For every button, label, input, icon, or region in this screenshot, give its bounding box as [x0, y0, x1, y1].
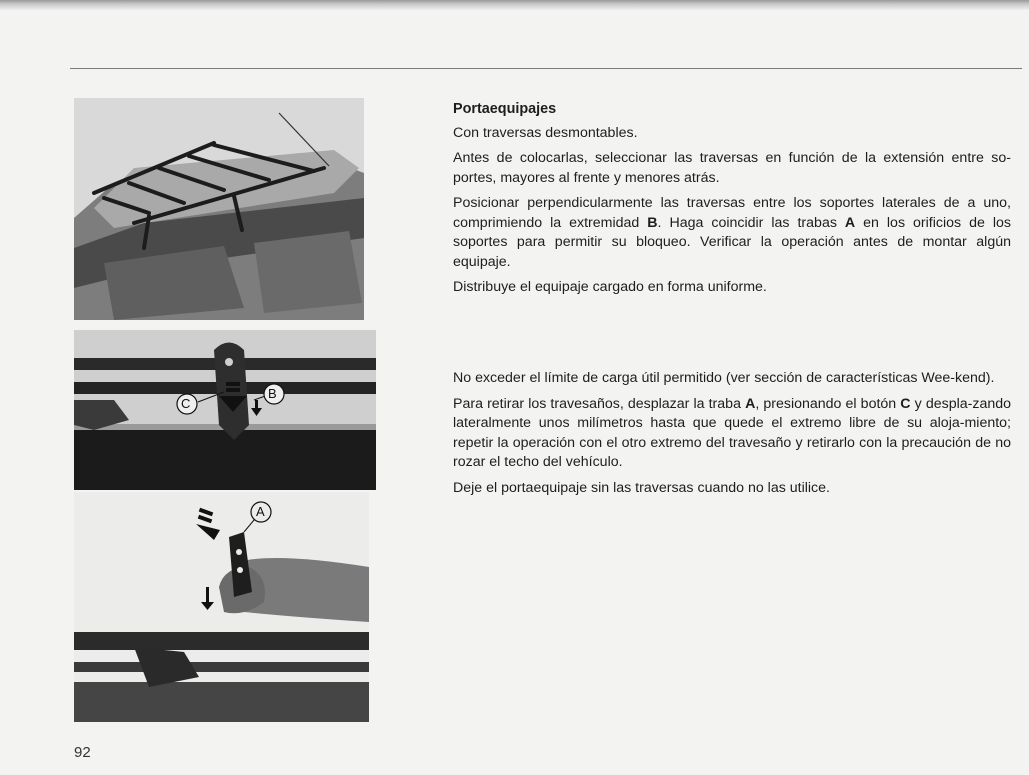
text-run: en los orificios de los soportes para permitir su bloqueo. Verificar la operación antes de montar algún equipaje. — [453, 214, 1011, 270]
text-run: y despla-zando lateralmente unos milímetros hasta que quede el extremo libre de su aloja-miento; repetir la operación con el otro extremo del travesaño y retirarlo con la precaución de no rozar el techo del vehículo. — [453, 395, 1012, 470]
header-rule — [70, 68, 1022, 69]
roof-rack-photo — [74, 98, 364, 320]
bold-reference-letter: C — [900, 395, 911, 412]
text-run: No exceder el límite de carga útil permitido (ver sección de características Wee-kend). — [453, 370, 995, 386]
label-a: A — [256, 504, 265, 519]
bold-reference-letter: A — [844, 214, 856, 231]
text-run: Antes de colocarlas, seleccionar las traversas en función de la extensión entre so-portes, mayores al frente y menores atrás. — [453, 150, 1011, 186]
label-b: B — [268, 386, 277, 401]
text-run: Distribuye el equipaje cargado en forma uniforme. — [453, 279, 767, 295]
paragraph — [453, 194, 1011, 272]
instructions-section-2 — [453, 369, 1011, 504]
instructions-section-1 — [453, 100, 1011, 304]
paragraph — [453, 479, 1011, 499]
paragraph — [453, 278, 1011, 298]
text-run: , presionando el botón — [755, 395, 901, 412]
rack-clip-detail-photo — [74, 330, 376, 490]
paragraph — [453, 369, 1011, 389]
paragraph — [453, 395, 1011, 473]
text-run: Posicionar perpendicularmente las traversas entre los soportes laterales de a uno, comprimiendo la extremidad — [453, 195, 1011, 231]
paragraph — [453, 149, 1011, 188]
section-heading: Portaequipajes — [453, 101, 557, 117]
hand-latch-photo — [74, 492, 369, 722]
bold-reference-letter: A — [745, 395, 756, 412]
text-run: Para retirar los travesaños, desplazar la traba — [453, 395, 746, 412]
page-number: 92 — [74, 744, 91, 761]
label-c: C — [181, 396, 191, 411]
text-run: Deje el portaequipaje sin las traversas cuando no las utilice. — [453, 479, 830, 496]
text-run: . Haga coincidir las trabas — [657, 214, 845, 231]
bold-reference-letter: B — [647, 214, 658, 231]
scan-top-edge — [0, 0, 1029, 10]
paragraph — [453, 124, 1011, 144]
section1-body — [453, 124, 1011, 298]
text-run: Con traversas desmontables. — [453, 124, 638, 141]
section2-body — [453, 369, 1011, 498]
